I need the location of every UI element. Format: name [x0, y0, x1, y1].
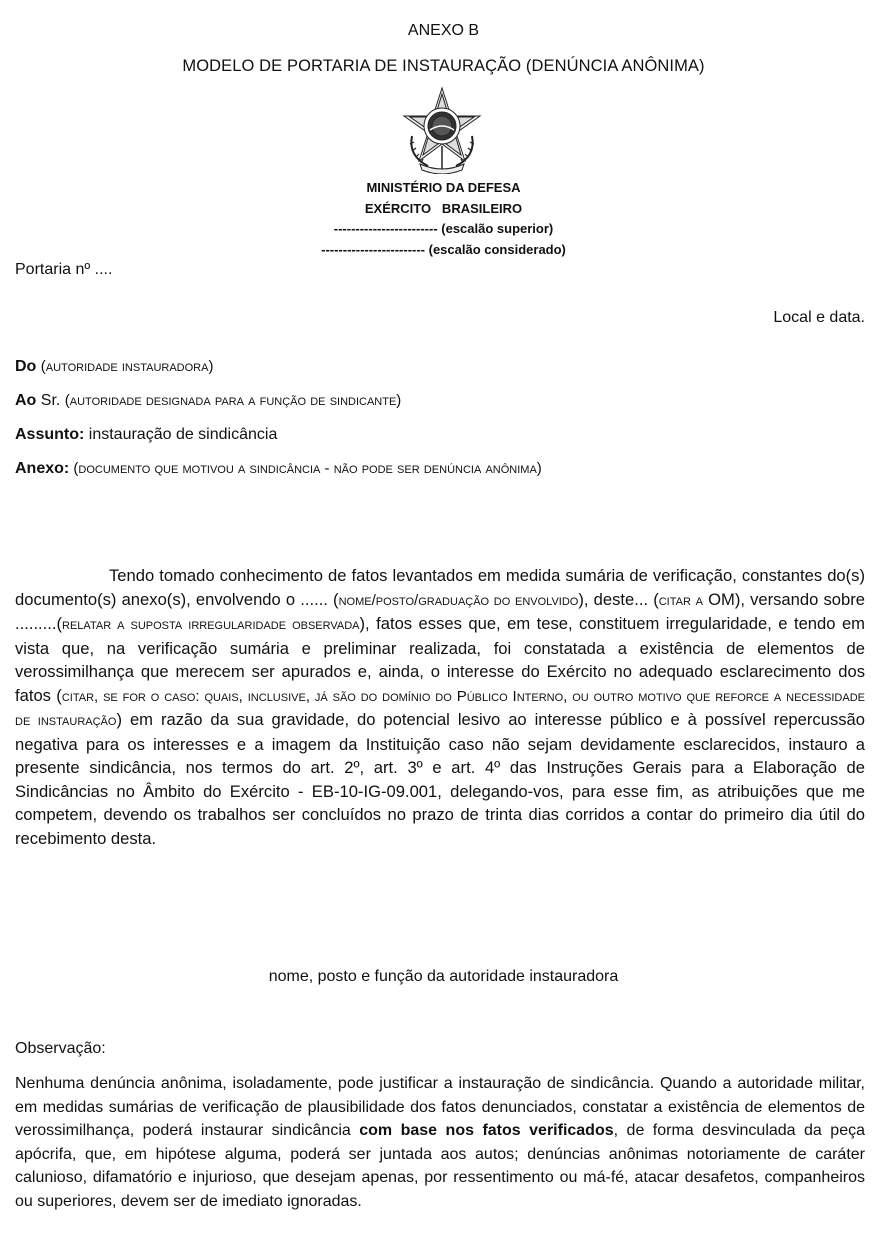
field-ao — [15, 392, 401, 410]
field-do — [15, 358, 213, 376]
field-anexo-label: Anexo: — [15, 460, 70, 477]
local-date: Local e data. — [773, 309, 865, 326]
observation-text-1: Nenhuma denúncia anônima, isoladamente, pode justificar a instauração de sindicância. Quando a autoridade militar, em medidas sumárias de verificação de plausibilidade dos fatos denunciados, constatar a existência de elementos de verossimilhança, poderá instaurar sindicância — [15, 1075, 865, 1140]
body-smallcaps-1: nome/posto/graduação do envolvido — [338, 591, 579, 609]
echelon-considered: ------------------------ (escalão considerado) — [321, 241, 566, 257]
observation-text-2: , de forma desvinculada da peça apócrifa, que, em hipótese alguma, poderá ser juntada aos autos; denúncias anônimas notoriamente de caráter calunioso, difamatório e injurioso, que desejam apenas, por ressentimento ou má-fé, atacar desafetos, companheiros ou superiores, devem ser de imediato ignoradas. — [15, 1122, 865, 1210]
body-smallcaps-4: citar, se for o caso: quais, inclusive, já são do domínio do Público Interno, ou outro motivo que reforce a necessidade de instauração — [15, 687, 865, 729]
field-ao-value: (autoridade designada para a função de sindicante) — [64, 392, 402, 409]
annex-title: ANEXO B — [407, 22, 480, 39]
ministry-header — [0, 178, 887, 260]
army-name: EXÉRCITO BRASILEIRO — [364, 200, 523, 216]
field-anexo-value: (documento que motivou a sindicância - não pode ser denúncia anônima) — [69, 460, 542, 477]
field-assunto-value: instauração de sindicância — [84, 426, 278, 443]
field-assunto-label: Assunto: — [15, 426, 85, 443]
field-ao-prefix: Sr. — [36, 392, 65, 409]
observation-bold: com base nos fatos verificados — [359, 1122, 614, 1140]
body-smallcaps-2: citar a — [658, 591, 703, 609]
body-paragraph — [15, 564, 865, 850]
observation-label: Observação: — [15, 1040, 106, 1057]
signature-line: nome, posto e função da autoridade instauradora — [268, 968, 619, 985]
ministry-name: MINISTÉRIO DA DEFESA — [366, 180, 521, 195]
body-text-5: ) em razão da sua gravidade, do potencial lesivo ao interesse público e à possível repercussão negativa para os interesses e a imagem da Instituição caso não sejam devidamente esclarecidos, instauro a presente sindicância, nos termos do art. 2º, art. 3º e art. 4º das Instruções Gerais para a Elaboração de Sindicâncias no Âmbito do Exército - EB-10-IG-09.001, delegando-vos, para esse fim, as atribuições que me competem, devendo os trabalhos ser concluídos no prazo de trinta dias corridos a contar do primeiro dia útil do recebimento desta. — [15, 710, 865, 848]
body-text-1: Tendo tomado conhecimento de fatos levantados em medida sumária de verificação, constantes do(s) documento(s) anexo(s), envolvendo o ...... ( — [15, 566, 865, 609]
body-text-4: ), fatos esses que, em tese, constituem irregularidade, e tendo em vista que, na verificação sumária e preliminar realizada, foi constatada a existência de elementos de verossimilhança que merecem ser apurados e, ainda, o interesse do Exército no adequado esclarecimento dos fatos ( — [15, 614, 865, 705]
document-subtitle: MODELO DE PORTARIA DE INSTAURAÇÃO (DENÚNCIA ANÔNIMA) — [182, 57, 705, 75]
body-text-2: ), deste... ( — [578, 589, 659, 609]
field-assunto — [15, 426, 277, 444]
field-ao-label: Ao — [15, 392, 37, 409]
portaria-number: Portaria nº .... — [15, 261, 113, 278]
observation-text — [15, 1072, 865, 1214]
body-smallcaps-3: relatar a suposta irregularidade observada — [62, 616, 360, 633]
field-anexo — [15, 460, 542, 478]
body-text-3: OM), versando sobre .........( — [15, 589, 865, 633]
field-do-label: Do — [15, 358, 37, 375]
brazil-coat-of-arms-icon — [398, 86, 486, 174]
echelon-superior: ------------------------ (escalão superior) — [333, 221, 554, 236]
field-do-value: (autoridade instauradora) — [40, 358, 214, 375]
